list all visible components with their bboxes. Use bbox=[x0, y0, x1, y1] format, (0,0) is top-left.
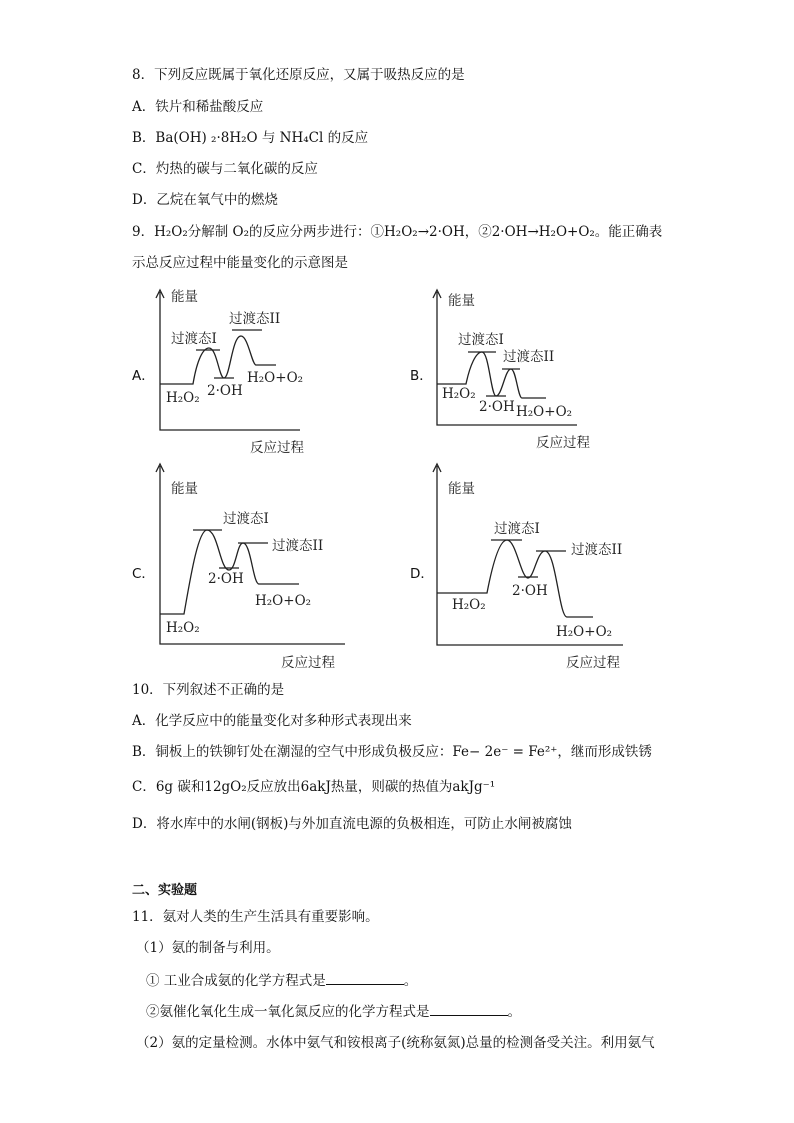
q8-option-d: D．乙烷在氧气中的燃烧 bbox=[132, 192, 278, 208]
answer-blank-2[interactable] bbox=[430, 1002, 508, 1016]
diagram-c-intermediate: 2·OH bbox=[208, 571, 244, 587]
q9-stem-line2: 示总反应过程中能量变化的示意图是 bbox=[132, 255, 348, 271]
q11-sub1-a: ① 工业合成氨的化学方程式是 bbox=[146, 973, 326, 989]
q10-option-b: B．铜板上的铁铆钉处在潮湿的空气中形成负极反应：Fe− 2e⁻ = Fe²⁺，继而形成铁锈 bbox=[132, 744, 652, 760]
q11-sub1: （1）氨的制备与利用。 bbox=[136, 940, 280, 956]
diagram-b-ts1: 过渡态I bbox=[458, 332, 504, 348]
q9-label-c: C． bbox=[132, 566, 155, 582]
q11-stem: 11．氨对人类的生产生活具有重要影响。 bbox=[132, 909, 379, 925]
diagram-c-ts2: 过渡态II bbox=[272, 538, 324, 554]
diagram-a-product: H₂O+O₂ bbox=[247, 370, 304, 386]
q11-sub1-b-end: 。 bbox=[507, 1004, 521, 1020]
diagram-a-ts2: 过渡态II bbox=[229, 311, 281, 327]
diagram-a-ylabel: 能量 bbox=[171, 289, 198, 305]
q9-label-b: B． bbox=[410, 368, 433, 384]
q10-option-a: A．化学反应中的能量变化对多种形式表现出来 bbox=[132, 713, 412, 729]
diagram-d-product: H₂O+O₂ bbox=[556, 624, 613, 640]
diagram-c-ylabel: 能量 bbox=[171, 481, 198, 497]
diagram-a-xlabel: 反应过程 bbox=[250, 440, 304, 456]
answer-blank-1[interactable] bbox=[326, 971, 404, 985]
diagram-d-ylabel: 能量 bbox=[448, 481, 475, 497]
diagram-d-ts1: 过渡态I bbox=[494, 521, 540, 537]
diagram-d-intermediate: 2·OH bbox=[512, 583, 548, 599]
q8-option-c: C．灼热的碳与二氧化碳的反应 bbox=[132, 161, 318, 177]
diagram-b-ylabel: 能量 bbox=[448, 293, 475, 309]
diagram-c-ts1: 过渡态I bbox=[223, 511, 269, 527]
q8-option-b: B．Ba(OH) ₂·8H₂O 与 NH₄Cl 的反应 bbox=[132, 130, 369, 146]
diagram-d-xlabel: 反应过程 bbox=[566, 655, 620, 671]
diagram-b-xlabel: 反应过程 bbox=[536, 435, 590, 451]
diagram-b-reactant: H₂O₂ bbox=[442, 386, 476, 402]
diagram-a-reactant: H₂O₂ bbox=[166, 390, 200, 406]
diagram-c-reactant: H₂O₂ bbox=[166, 620, 200, 636]
q11-sub1-b: ②氨催化氧化生成一氧化氮反应的化学方程式是 bbox=[146, 1004, 430, 1020]
q11-sub1-a-row bbox=[146, 971, 417, 990]
q9-label-a: A． bbox=[132, 368, 155, 384]
q11-sub2: （2）氨的定量检测。水体中氨气和铵根离子(统称氨氮)总量的检测备受关注。利用氨气 bbox=[136, 1035, 655, 1051]
q9-label-d: D． bbox=[410, 566, 434, 582]
diagram-c-product: H₂O+O₂ bbox=[255, 593, 312, 609]
q9-stem-line1: 9．H₂O₂分解制 O₂的反应分两步进行：①H₂O₂→2·OH，②2·OH→H₂O+O₂。能正确表 bbox=[132, 224, 663, 240]
diagram-a-intermediate: 2·OH bbox=[207, 383, 243, 399]
q11-sub1-a-end: 。 bbox=[403, 973, 418, 989]
q10-option-d: D．将水库中的水闸(钢板)与外加直流电源的负极相连，可防止水闸被腐蚀 bbox=[132, 816, 572, 832]
q8-option-a: A．铁片和稀盐酸反应 bbox=[132, 99, 264, 115]
diagram-d-reactant: H₂O₂ bbox=[452, 597, 486, 613]
q8-stem: 8．下列反应既属于氧化还原反应，又属于吸热反应的是 bbox=[132, 67, 465, 83]
diagram-c-xlabel: 反应过程 bbox=[281, 655, 335, 671]
diagram-b-product: H₂O+O₂ bbox=[516, 404, 573, 420]
diagram-d-ts2: 过渡态II bbox=[571, 542, 623, 558]
diagram-b-intermediate: 2·OH bbox=[479, 399, 515, 415]
section-title: 二、实验题 bbox=[132, 883, 198, 898]
diagram-b-ts2: 过渡态II bbox=[503, 349, 555, 365]
q10-stem: 10．下列叙述不正确的是 bbox=[132, 682, 285, 698]
diagram-a-ts1: 过渡态I bbox=[171, 331, 217, 347]
q11-sub1-b-row bbox=[146, 1002, 521, 1021]
q10-option-c: C．6g 碳和12gO₂反应放出6akJ热量，则碳的热值为akJg⁻¹ bbox=[132, 779, 496, 795]
